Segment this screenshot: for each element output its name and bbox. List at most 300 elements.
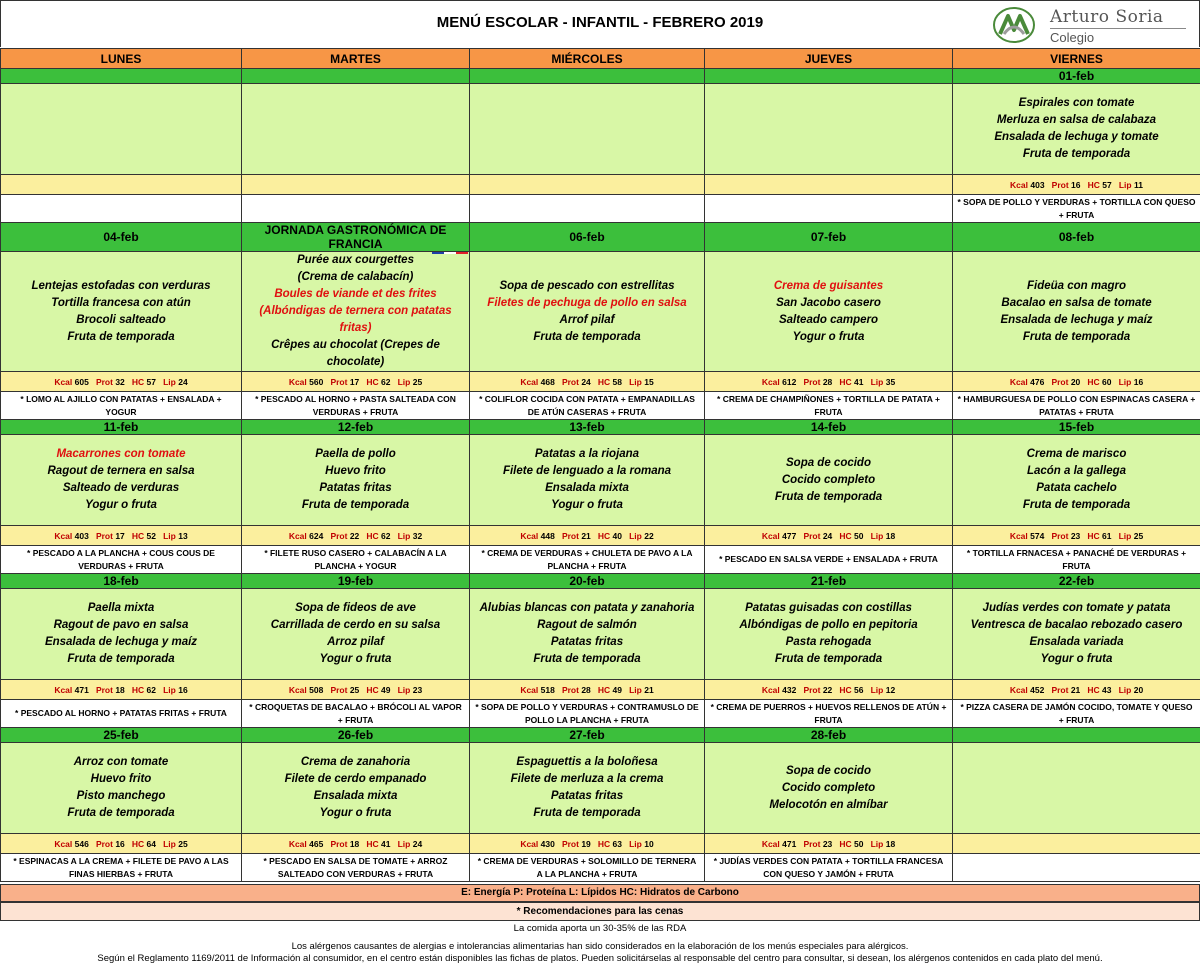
nutrition-value: 25: [349, 684, 360, 695]
nutrition-label: Kcal: [520, 684, 539, 695]
nutrition-value: 25: [1133, 530, 1144, 541]
nutrition-label: HC: [131, 530, 145, 541]
nutrition-label: Kcal: [520, 838, 539, 849]
nutrition-value: 24: [178, 376, 188, 387]
dish-item: Filete de cerdo empanado: [284, 773, 427, 785]
dishes-row: [1, 84, 1200, 175]
dish-item: Patatas guisadas con costillas: [745, 602, 912, 614]
dinner-suggestion: [953, 854, 1200, 882]
nutrition-value: 41: [854, 376, 864, 387]
dish-item: Brocoli salteado: [76, 313, 166, 326]
nutrition-value: 430: [540, 838, 555, 849]
nutrition-cell: [470, 372, 705, 392]
nutrition-value: 43: [1102, 684, 1112, 695]
nutrition-cell: [470, 834, 705, 854]
dish-item: Salteado campero: [778, 313, 879, 326]
nutrition-value: 16: [115, 838, 125, 849]
nutrition-value: 35: [885, 376, 896, 387]
nutrition-label: Lip: [870, 530, 884, 541]
dinner-row: [1, 854, 1200, 882]
menu-table: [0, 48, 1200, 882]
dish-item: Yogur o fruta: [85, 499, 157, 511]
date-cell: [242, 69, 470, 84]
nutrition-value: 17: [115, 530, 125, 541]
dish-item: Carrillada de cerdo en su salsa: [270, 619, 441, 631]
dish-item: Ensalada mixta: [545, 482, 629, 494]
dish-item: Yogur o fruta: [551, 499, 623, 511]
nutrition-label: Prot: [561, 684, 579, 695]
dishes-cell: [242, 743, 470, 834]
page-title: MENÚ ESCOLAR - INFANTIL - FEBRERO 2019: [436, 14, 764, 31]
nutrition-label: HC: [597, 838, 611, 849]
weekday-header-row: [1, 49, 1200, 69]
nutrition-cell: [1, 834, 242, 854]
nutrition-label: Prot: [330, 376, 348, 387]
nutrition-label: Kcal: [1009, 684, 1028, 695]
nutrition-cell: [242, 834, 470, 854]
date-cell: 15-feb: [953, 420, 1200, 435]
dishes-cell: [1, 743, 242, 834]
nutrition-label: Lip: [163, 376, 176, 387]
dishes-cell: [705, 84, 953, 175]
dish-item: Boules de viande et des frites: [274, 288, 437, 300]
nutrition-label: HC: [1087, 376, 1100, 387]
nutrition-cell: [1, 526, 242, 546]
nutrition-label: Prot: [561, 376, 579, 387]
dish-item: Sopa de fideos de ave: [295, 602, 416, 614]
dinner-suggestion: * CREMA DE VERDURAS + CHULETA DE PAVO A LA PLANCHA + FRUTA: [470, 546, 705, 574]
date-cell: 27-feb: [470, 728, 705, 743]
dishes-cell: [242, 252, 470, 372]
nutrition-cell: [953, 372, 1200, 392]
dish-item: Yogur o fruta: [1040, 653, 1113, 665]
dish-item: Pasta rehogada: [785, 636, 872, 648]
nutrition-value: 57: [146, 376, 156, 387]
date-cell: [470, 69, 705, 84]
nutrition-label: Lip: [629, 838, 642, 849]
nutrition-cell: [953, 680, 1200, 700]
nutrition-cell: [470, 680, 705, 700]
nutrition-cell: [953, 526, 1200, 546]
nutrition-row: [1, 175, 1200, 195]
nutrition-label: HC: [839, 530, 852, 541]
nutrition-label: Lip: [397, 684, 411, 695]
dish-item: Judías verdes con tomate y patata: [982, 602, 1171, 614]
dish-item: Alubias blancas con patata y zanahoria: [479, 602, 695, 614]
date-cell: 12-feb: [242, 420, 470, 435]
nutrition-value: 10: [644, 838, 654, 849]
dinner-suggestion: * CREMA DE VERDURAS + SOLOMILLO DE TERNERA A LA PLANCHA + FRUTA: [470, 854, 705, 882]
nutrition-value: 15: [644, 376, 654, 387]
dinner-suggestion: * ESPINACAS A LA CREMA + FILETE DE PAVO A LAS FINAS HIERBAS + FRUTA: [1, 854, 242, 882]
dish-item: Fruta de temporada: [533, 330, 641, 343]
dishes-cell: [705, 743, 953, 834]
nutrition-value: 23: [1070, 530, 1081, 541]
nutrition-label: Kcal: [520, 530, 539, 541]
dish-item: Lentejas estofadas con verduras: [31, 279, 211, 292]
date-cell: 19-feb: [242, 574, 470, 589]
nutrition-value: 50: [854, 838, 864, 849]
date-cell: 07-feb: [705, 223, 953, 252]
dish-item: Fideüa con magro: [1026, 279, 1127, 292]
date-cell: 13-feb: [470, 420, 705, 435]
dish-item: Ensalada de lechuga y maíz: [44, 636, 198, 648]
nutrition-label: Lip: [163, 530, 176, 541]
nutrition-value: 56: [854, 684, 864, 695]
dinner-suggestion: [1, 195, 242, 223]
nutrition-label: Prot: [561, 530, 579, 541]
nutrition-value: 21: [581, 530, 591, 541]
dinner-suggestion: [470, 195, 705, 223]
nutrition-label: Kcal: [54, 376, 73, 387]
date-cell: JORNADA GASTRONÓMICA DE FRANCIA: [242, 223, 470, 252]
nutrition-value: 32: [412, 530, 423, 541]
nutrition-value: 20: [1133, 684, 1144, 695]
dinner-suggestion: * JUDÍAS VERDES CON PATATA + TORTILLA FRANCESA CON QUESO Y JAMÓN + FRUTA: [705, 854, 953, 882]
dish-item: Crema de zanahoria: [300, 756, 411, 768]
nutrition-label: Prot: [95, 376, 113, 387]
dish-item: Filete de lenguado a la romana: [502, 465, 672, 477]
dinner-suggestion: * CREMA DE CHAMPIÑONES + TORTILLA DE PATATA + FRUTA: [705, 392, 953, 420]
nutrition-label: Lip: [1118, 684, 1132, 695]
nutrition-legend: E: Energía P: Proteína L: Lípidos HC: Hidratos de Carbono: [0, 884, 1200, 902]
nutrition-label: HC: [1087, 684, 1100, 695]
nutrition-cell: [705, 834, 953, 854]
date-cell: 08-feb: [953, 223, 1200, 252]
dish-item: Salteado de verduras: [62, 482, 180, 494]
nutrition-value: 22: [349, 530, 360, 541]
dish-item: Fruta de temporada: [774, 490, 883, 503]
nutrition-value: 518: [540, 684, 555, 695]
nutrition-label: HC: [366, 530, 379, 541]
nutrition-cell: [705, 372, 953, 392]
dishes-row: [1, 435, 1200, 526]
dishes-cell: [470, 589, 705, 680]
dishes-cell: [242, 84, 470, 175]
nutrition-value: 22: [822, 684, 833, 695]
nutrition-cell: [705, 526, 953, 546]
nutrition-cell: [470, 526, 705, 546]
dishes-cell: [953, 252, 1200, 372]
dish-item: Ragout de pavo en salsa: [53, 619, 189, 631]
dishes-cell: [1, 252, 242, 372]
nutrition-value: 546: [74, 838, 89, 849]
nutrition-label: Lip: [629, 376, 642, 387]
nutrition-value: 465: [309, 838, 324, 849]
nutrition-cell: [953, 175, 1200, 195]
date-cell: [705, 69, 953, 84]
nutrition-value: 476: [1030, 376, 1045, 387]
dishes-row: [1, 589, 1200, 680]
nutrition-label: HC: [366, 684, 379, 695]
nutrition-row: [1, 526, 1200, 546]
dish-item: Fruta de temporada: [301, 499, 410, 511]
nutrition-label: Prot: [95, 684, 113, 695]
nutrition-value: 18: [115, 684, 125, 695]
dish-item: Lacón a la gallega: [1026, 465, 1127, 477]
nutrition-label: Lip: [1118, 530, 1132, 541]
dinner-suggestion: * TORTILLA FRNACESA + PANACHÉ DE VERDURAS + FRUTA: [953, 546, 1200, 574]
nutrition-label: Lip: [870, 684, 884, 695]
nutrition-value: 21: [1070, 684, 1081, 695]
nutrition-value: 16: [178, 684, 188, 695]
nutrition-cell: [242, 175, 470, 195]
dishes-row: [1, 743, 1200, 834]
dish-item: Paella mixta: [87, 602, 155, 614]
nutrition-value: 49: [612, 684, 622, 695]
dinner-row: [1, 700, 1200, 728]
date-cell: 25-feb: [1, 728, 242, 743]
nutrition-label: HC: [839, 376, 852, 387]
nutrition-value: 50: [854, 530, 864, 541]
dinner-row: [1, 392, 1200, 420]
dish-item: Cocido completo: [781, 781, 876, 794]
nutrition-label: Prot: [95, 530, 113, 541]
dish-item: Crêpes au chocolat (Crepes de chocolate): [271, 339, 440, 368]
date-cell: 22-feb: [953, 574, 1200, 589]
nutrition-label: Kcal: [1009, 530, 1028, 541]
nutrition-label: Lip: [1118, 179, 1132, 190]
nutrition-value: 22: [644, 530, 654, 541]
nutrition-label: Lip: [870, 376, 884, 387]
nutrition-value: 24: [581, 376, 591, 387]
nutrition-label: Kcal: [288, 684, 307, 695]
nutrition-cell: [242, 372, 470, 392]
nutrition-value: 403: [74, 530, 89, 541]
nutrition-value: 12: [885, 684, 896, 695]
dinner-recommendations-note: * Recomendaciones para las cenas: [0, 902, 1200, 921]
nutrition-value: 16: [1071, 179, 1081, 190]
nutrition-label: Prot: [95, 838, 113, 849]
dishes-cell: [953, 589, 1200, 680]
dinner-suggestion: * PIZZA CASERA DE JAMÓN COCIDO, TOMATE Y QUESO + FRUTA: [953, 700, 1200, 728]
dish-item: Fruta de temporada: [533, 653, 641, 665]
nutrition-label: Kcal: [288, 376, 307, 387]
nutrition-value: 23: [822, 838, 833, 849]
nutrition-label: HC: [131, 684, 145, 695]
dish-item: Huevo frito: [90, 773, 152, 785]
dish-item: (Albóndigas de ternera con patatas fritas): [259, 305, 452, 334]
nutrition-label: Kcal: [761, 376, 780, 387]
dish-item: Ventresca de bacalao rebozado casero: [970, 619, 1183, 631]
dish-item: Yogur o fruta: [792, 330, 865, 343]
nutrition-label: Prot: [330, 530, 348, 541]
date-cell: 18-feb: [1, 574, 242, 589]
date-row: [1, 223, 1200, 252]
dish-item: Cocido completo: [781, 473, 876, 486]
nutrition-label: Kcal: [761, 684, 780, 695]
dish-item: Macarrones con tomate: [56, 448, 186, 460]
dish-item: Patatas a la riojana: [534, 448, 640, 460]
dinner-suggestion: * FILETE RUSO CASERO + CALABACÍN A LA PLANCHA + YOGUR: [242, 546, 470, 574]
dish-item: Fruta de temporada: [774, 653, 883, 665]
nutrition-label: Kcal: [1010, 179, 1029, 190]
dinner-suggestion: [705, 195, 953, 223]
weekday-header: LUNES: [1, 49, 242, 69]
dishes-cell: [1, 435, 242, 526]
logo-subtitle: Colegio: [1050, 30, 1095, 45]
dinner-suggestion: * SOPA DE POLLO Y VERDURAS + CONTRAMUSLO DE POLLO LA PLANCHA + FRUTA: [470, 700, 705, 728]
nutrition-value: 452: [1030, 684, 1045, 695]
nutrition-label: Lip: [163, 684, 176, 695]
nutrition-cell: [242, 526, 470, 546]
dish-item: Huevo frito: [325, 465, 386, 477]
dish-item: Filetes de pechuga de pollo en salsa: [487, 296, 687, 309]
dish-item: Crema de guisantes: [773, 279, 884, 292]
nutrition-cell: [242, 680, 470, 700]
nutrition-label: Prot: [803, 530, 821, 541]
nutrition-value: 16: [1133, 376, 1144, 387]
nutrition-label: Kcal: [761, 530, 780, 541]
dish-item: Melocotón en almíbar: [769, 798, 888, 811]
dish-item: Fruta de temporada: [533, 807, 641, 819]
nutrition-value: 25: [178, 838, 188, 849]
footer-regulation-note: Según el Reglamento 1169/2011 de Información al consumidor, en el centro están disponibles las fichas de platos. Pueden solicitárselas al responsable del centro para consultar, si desean, los alérgenos contenidos en cada plato del menú.: [97, 953, 1103, 964]
school-logo: [992, 6, 1192, 44]
nutrition-label: Prot: [803, 376, 821, 387]
dish-item: Ensalada variada: [1029, 636, 1124, 648]
nutrition-label: Prot: [1051, 684, 1069, 695]
date-row: [1, 69, 1200, 84]
nutrition-value: 52: [146, 530, 156, 541]
date-cell: 26-feb: [242, 728, 470, 743]
nutrition-value: 560: [309, 376, 324, 387]
nutrition-label: Kcal: [54, 530, 73, 541]
nutrition-value: 62: [381, 530, 391, 541]
nutrition-value: 508: [309, 684, 324, 695]
nutrition-value: 11: [1133, 179, 1143, 190]
nutrition-label: HC: [366, 838, 379, 849]
dish-item: Sopa de cocido: [786, 456, 871, 469]
date-cell: 06-feb: [470, 223, 705, 252]
dish-item: Fruta de temporada: [67, 653, 175, 665]
nutrition-cell: [705, 680, 953, 700]
date-cell: 21-feb: [705, 574, 953, 589]
dishes-cell: [953, 743, 1200, 834]
nutrition-label: HC: [1087, 530, 1100, 541]
nutrition-value: 448: [540, 530, 555, 541]
nutrition-label: Lip: [629, 684, 642, 695]
nutrition-cell: [1, 680, 242, 700]
dish-item: Yogur o fruta: [319, 653, 392, 665]
dishes-cell: [953, 435, 1200, 526]
dish-item: Merluza en salsa de calabaza: [996, 114, 1157, 126]
nutrition-label: Prot: [1051, 376, 1069, 387]
dish-item: Espirales con tomate: [1018, 97, 1135, 109]
nutrition-label: Kcal: [288, 838, 307, 849]
date-row: [1, 728, 1200, 743]
nutrition-value: 18: [349, 838, 360, 849]
dinner-suggestion: * CREMA DE PUERROS + HUEVOS RELLENOS DE ATÚN + FRUTA: [705, 700, 953, 728]
dishes-cell: [705, 252, 953, 372]
logo-name: Arturo Soria: [1050, 7, 1164, 27]
dish-item: Arroz pilaf: [327, 636, 384, 648]
dish-item: Ragout de salmón: [537, 619, 637, 631]
school-logo-icon: [992, 6, 1036, 44]
dish-item: Bacalao en salsa de tomate: [1001, 296, 1152, 309]
nutrition-cell: [470, 175, 705, 195]
dish-item: Arroz con tomate: [73, 756, 169, 768]
weekday-header: MARTES: [242, 49, 470, 69]
dish-item: Patata cachelo: [1036, 482, 1117, 494]
nutrition-label: Lip: [629, 530, 642, 541]
dish-item: Patatas fritas: [550, 790, 624, 802]
footer-rda-note: La comida aporta un 30-35% de las RDA: [513, 923, 687, 934]
nutrition-value: 574: [1030, 530, 1045, 541]
dinner-suggestion: * SOPA DE POLLO Y VERDURAS + TORTILLA CON QUESO + FRUTA: [953, 195, 1200, 223]
nutrition-value: 471: [74, 684, 89, 695]
dish-item: Pisto manchego: [76, 790, 166, 802]
dish-item: Tortilla francesa con atún: [51, 296, 191, 309]
dishes-cell: [470, 252, 705, 372]
dinner-suggestion: [242, 195, 470, 223]
dish-item: Patatas fritas: [550, 636, 624, 648]
dish-item: Ensalada mixta: [313, 790, 398, 802]
dinner-suggestion: * PESCADO AL HORNO + PATATAS FRITAS + FRUTA: [1, 700, 242, 728]
nutrition-value: 471: [782, 838, 797, 849]
nutrition-value: 64: [146, 838, 156, 849]
dish-item: Ensalada de lechuga y tomate: [994, 131, 1159, 143]
nutrition-value: 21: [644, 684, 654, 695]
nutrition-value: 25: [412, 376, 423, 387]
dish-item: Ragout de ternera en salsa: [47, 465, 195, 477]
nutrition-value: 58: [612, 376, 622, 387]
dish-item: Filete de merluza a la crema: [510, 773, 664, 785]
dish-item: Sopa de cocido: [786, 764, 871, 777]
date-cell: [953, 728, 1200, 743]
date-cell: 28-feb: [705, 728, 953, 743]
date-cell: 11-feb: [1, 420, 242, 435]
dish-item: Albóndigas de pollo en pepitoria: [739, 619, 918, 631]
nutrition-label: Lip: [397, 530, 411, 541]
nutrition-value: 23: [412, 684, 423, 695]
dish-item: Fruta de temporada: [67, 330, 175, 343]
dish-item: Fruta de temporada: [67, 807, 175, 819]
dish-item: Fruta de temporada: [1022, 148, 1131, 160]
nutrition-value: 63: [612, 838, 622, 849]
dinner-suggestion: * LOMO AL AJILLO CON PATATAS + ENSALADA + YOGUR: [1, 392, 242, 420]
dishes-cell: [953, 84, 1200, 175]
nutrition-label: Lip: [397, 838, 411, 849]
dishes-cell: [470, 435, 705, 526]
nutrition-value: 28: [822, 376, 833, 387]
dish-item: Yogur o fruta: [319, 807, 392, 819]
dishes-cell: [705, 435, 953, 526]
logo-divider: [1050, 28, 1186, 29]
dish-item: Ensalada de lechuga y maíz: [1000, 313, 1153, 326]
nutrition-value: 62: [146, 684, 156, 695]
nutrition-label: HC: [1087, 179, 1100, 190]
date-cell: 01-feb: [953, 69, 1200, 84]
nutrition-value: 60: [1102, 376, 1112, 387]
date-cell: 04-feb: [1, 223, 242, 252]
dish-item: San Jacobo casero: [776, 296, 881, 309]
date-cell: 20-feb: [470, 574, 705, 589]
nutrition-row: [1, 834, 1200, 854]
dinner-suggestion: * COLIFLOR COCIDA CON PATATA + EMPANADILLAS DE ATÚN CASERAS + FRUTA: [470, 392, 705, 420]
nutrition-label: Prot: [803, 838, 821, 849]
nutrition-value: 49: [381, 684, 391, 695]
dinner-suggestion: * PESCADO EN SALSA DE TOMATE + ARROZ SALTEADO CON VERDURAS + FRUTA: [242, 854, 470, 882]
nutrition-value: 18: [885, 530, 896, 541]
dishes-cell: [1, 589, 242, 680]
nutrition-value: 62: [381, 376, 391, 387]
nutrition-value: 605: [74, 376, 89, 387]
date-cell: 14-feb: [705, 420, 953, 435]
nutrition-label: Kcal: [1009, 376, 1028, 387]
nutrition-row: [1, 680, 1200, 700]
dishes-cell: [242, 589, 470, 680]
